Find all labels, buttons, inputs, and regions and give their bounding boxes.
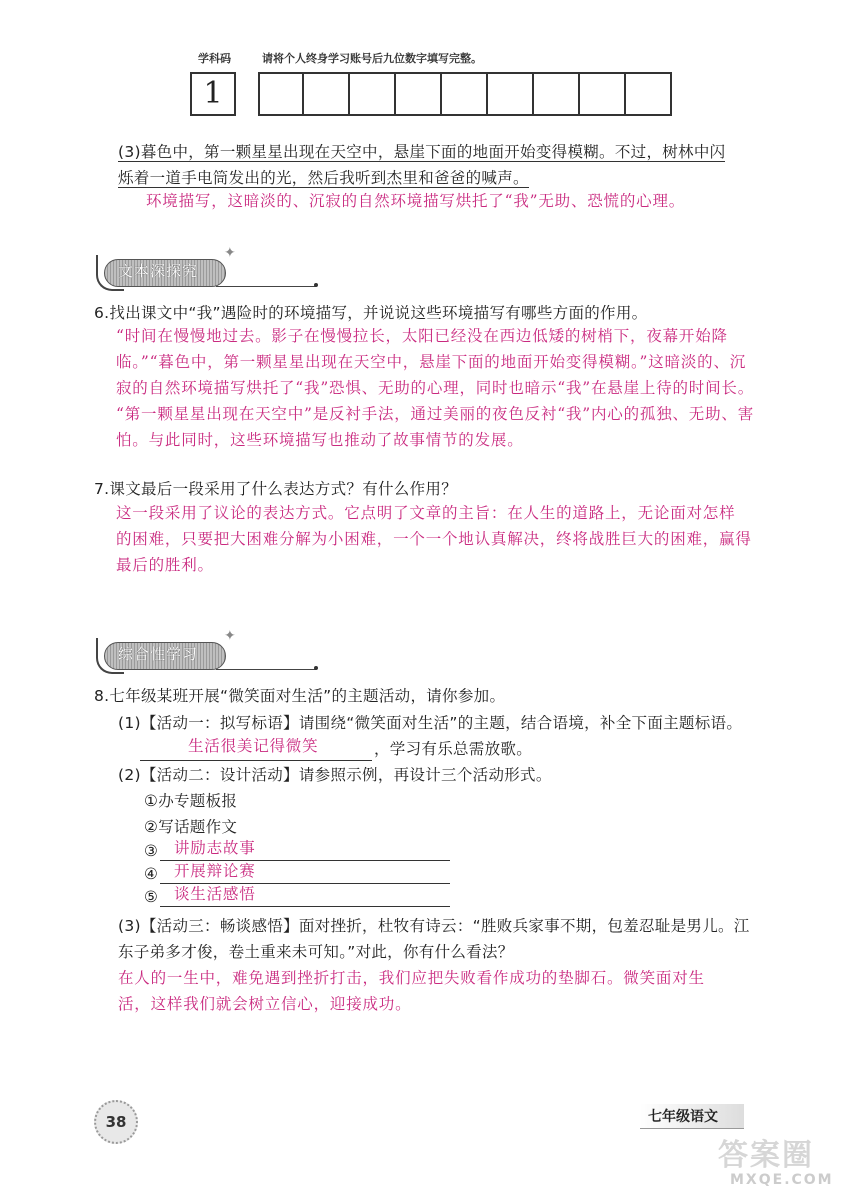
q6-answer-line: 寂的自然环境描写烘托了“我”恐惧、无助的心理，同时也暗示“我”在悬崖上待的时间长。 bbox=[116, 379, 754, 397]
digit-box[interactable] bbox=[534, 72, 580, 116]
digit-box[interactable] bbox=[258, 72, 304, 116]
q6-answer-line: “第一颗星星出现在天空中”是反衬手法，通过美丽的夜色反衬“我”内心的孤独、无助、害 bbox=[116, 405, 754, 423]
q6-answer-line: “时间在慢慢地过去。影子在慢慢拉长，太阳已经没在西边低矮的树梢下，夜幕开始降 bbox=[116, 327, 728, 345]
digit-box[interactable] bbox=[488, 72, 534, 116]
q3-answer: 环境描写，这暗淡的、沉寂的自然环境描写烘托了“我”无助、恐慌的心理。 bbox=[146, 192, 686, 210]
q8-part2: (2)【活动二：设计活动】请参照示例，再设计三个活动形式。 bbox=[118, 766, 552, 784]
subject-label: 七年级语文 bbox=[640, 1104, 744, 1129]
q8-part3-line2: 东子弟多才俊，卷土重来未可知。”对此，你有什么看法？ bbox=[118, 943, 514, 961]
q3-text-line2: 烁着一道手电筒发出的光，然后我听到杰里和爸爸的喊声。 bbox=[118, 169, 529, 187]
section-banner-text-inquiry bbox=[96, 245, 311, 289]
q8-part1: (1)【活动一：拟写标语】请围绕“微笑面对生活”的主题，结合语境，补全下面主题标语。 bbox=[118, 714, 743, 732]
slogan-answer: 生活很美记得微笑 bbox=[188, 737, 319, 755]
activity-blank[interactable]: ④ 开展辩论赛 bbox=[144, 861, 450, 885]
q3-text-line1: (3)暮色中，第一颗星星出现在天空中，悬崖下面的地面开始变得模糊。不过，树林中闪 bbox=[118, 143, 726, 161]
subject-code-label: 学科码 bbox=[198, 52, 231, 65]
q6-answer-line: 临。”“暮色中，第一颗星星出现在天空中，悬崖下面的地面开始变得模糊。”这暗淡的、沉 bbox=[116, 353, 747, 371]
q8-part3-line1: (3)【活动三：畅谈感悟】面对挫折，杜牧有诗云：“胜败兵家事不期，包羞忍耻是男儿。江 bbox=[118, 917, 750, 935]
section-banner-comprehensive-learning bbox=[96, 628, 311, 672]
q7-question: 7.课文最后一段采用了什么表达方式？有什么作用？ bbox=[94, 480, 457, 498]
watermark-url: MXQE.COM bbox=[730, 1172, 834, 1188]
section-title: 综合性学习 bbox=[118, 645, 199, 663]
q6-question: 6.找出课文中“我”遇险时的环境描写，并说说这些环境描写有哪些方面的作用。 bbox=[94, 304, 648, 322]
slogan-blank[interactable] bbox=[140, 734, 372, 761]
watermark-logo: 答案圈 bbox=[718, 1138, 814, 1173]
q8-part3-answer: 在人的一生中，难免遇到挫折打击，我们应把失败看作成功的垫脚石。微笑面对生 bbox=[118, 969, 705, 987]
digit-box[interactable] bbox=[396, 72, 442, 116]
slogan-suffix: ，学习有乐总需放歌。 bbox=[374, 740, 533, 758]
example-item: ①办专题板报 bbox=[144, 792, 238, 810]
sparkle-icon: ✦ bbox=[224, 628, 236, 644]
example-item: ②写话题作文 bbox=[144, 818, 238, 836]
activity-blank[interactable]: ⑤ 谈生活感悟 bbox=[144, 884, 450, 908]
subject-code-box: 1 bbox=[190, 72, 236, 116]
digit-box[interactable] bbox=[350, 72, 396, 116]
page-number: 38 bbox=[94, 1100, 138, 1144]
digit-box[interactable] bbox=[580, 72, 626, 116]
account-number-boxes bbox=[190, 72, 672, 116]
digit-box[interactable] bbox=[442, 72, 488, 116]
activity-blank[interactable]: ③ 讲励志故事 bbox=[144, 838, 450, 862]
digit-box[interactable] bbox=[304, 72, 350, 116]
q7-answer-line: 的困难，只要把大困难分解为小困难，一个一个地认真解决，终将战胜巨大的困难，赢得 bbox=[116, 530, 752, 548]
q7-answer-line: 最后的胜利。 bbox=[116, 556, 214, 574]
q8-question: 8.七年级某班开展“微笑面对生活”的主题活动，请你参加。 bbox=[94, 687, 506, 705]
q8-part3-answer: 活，这样我们就会树立信心，迎接成功。 bbox=[118, 995, 412, 1013]
q7-answer-line: 这一段采用了议论的表达方式。它点明了文章的主旨：在人生的道路上，无论面对怎样 bbox=[116, 504, 736, 522]
digit-box[interactable] bbox=[626, 72, 672, 116]
header-instruction: 请将个人终身学习账号后九位数字填写完整。 bbox=[262, 52, 482, 65]
q6-answer-line: 怕。与此同时，这些环境描写也推动了故事情节的发展。 bbox=[116, 431, 524, 449]
sparkle-icon: ✦ bbox=[224, 245, 236, 261]
section-title: 文本深探究 bbox=[118, 262, 199, 280]
